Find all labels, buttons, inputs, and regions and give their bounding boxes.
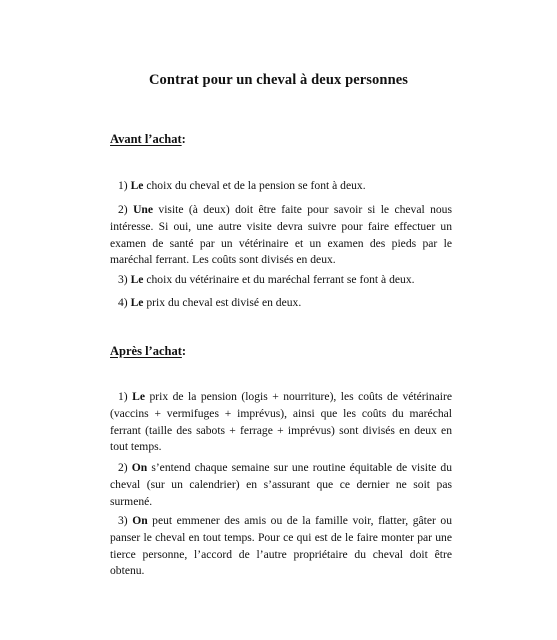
item-number: 4) [118, 296, 128, 309]
item-first-word: Une [133, 203, 154, 216]
section-heading-avant [110, 132, 186, 147]
item-number: 3) [118, 514, 128, 527]
section-heading-avant-colon: : [181, 132, 186, 146]
list-item [110, 389, 452, 456]
list-item [110, 460, 452, 510]
item-first-word: On [131, 461, 148, 474]
item-first-word: Le [130, 273, 144, 286]
list-item [110, 272, 452, 289]
list-item [110, 513, 452, 580]
item-text: s’entend chaque semaine sur une routine équitable de visite du cheval (sur un calendrier) en s’assurant que ce dernier ne soit pas surmené. [110, 461, 453, 508]
item-number: 3) [118, 273, 128, 286]
section-heading-apres-text: Après l’achat [110, 344, 182, 358]
item-text: prix de la pension (logis + nourriture), les coûts de vétérinaire (vaccins + vermifuges + imprévus), ainsi que les coûts du maréchal ferrant (taille des sabots + ferrage + imprévus) sont divisés en deux en tout temps. [110, 390, 453, 454]
item-first-word: Le [132, 390, 146, 403]
item-number: 1) [118, 179, 128, 192]
item-number: 2) [118, 203, 128, 216]
section-heading-apres [110, 344, 186, 359]
item-text: choix du vétérinaire et du maréchal ferrant se font à deux. [143, 273, 415, 286]
item-number: 2) [118, 461, 128, 474]
item-first-word: Le [130, 296, 144, 309]
document-title: Contrat pour un cheval à deux personnes [148, 72, 409, 88]
item-text: visite (à deux) doit être faite pour savoir si le cheval nous intéresse. Si oui, une autre visite devra suivre pour faire effectuer un examen de santé par un vétérinaire et un examen des pieds par le maréchal ferrant. Les coûts sont divisés en deux. [110, 203, 452, 267]
item-first-word: Le [130, 179, 144, 192]
section-heading-apres-colon: : [181, 344, 187, 358]
item-text: peut emmener des amis ou de la famille voir, flatter, gâter ou panser le cheval en tout temps. Pour ce qui est de le faire monter par une tierce personne, l’accord de l’autre propriétaire du cheval doit être obtenu. [110, 514, 452, 578]
item-first-word: On [132, 514, 148, 527]
item-text: choix du cheval et de la pension se font à deux. [143, 179, 366, 192]
list-item [110, 295, 452, 312]
list-item [110, 202, 452, 269]
list-item [110, 178, 452, 195]
item-text: prix du cheval est divisé en deux. [143, 296, 302, 309]
section-heading-avant-text: Avant l’achat [110, 132, 182, 146]
item-number: 1) [118, 390, 128, 403]
